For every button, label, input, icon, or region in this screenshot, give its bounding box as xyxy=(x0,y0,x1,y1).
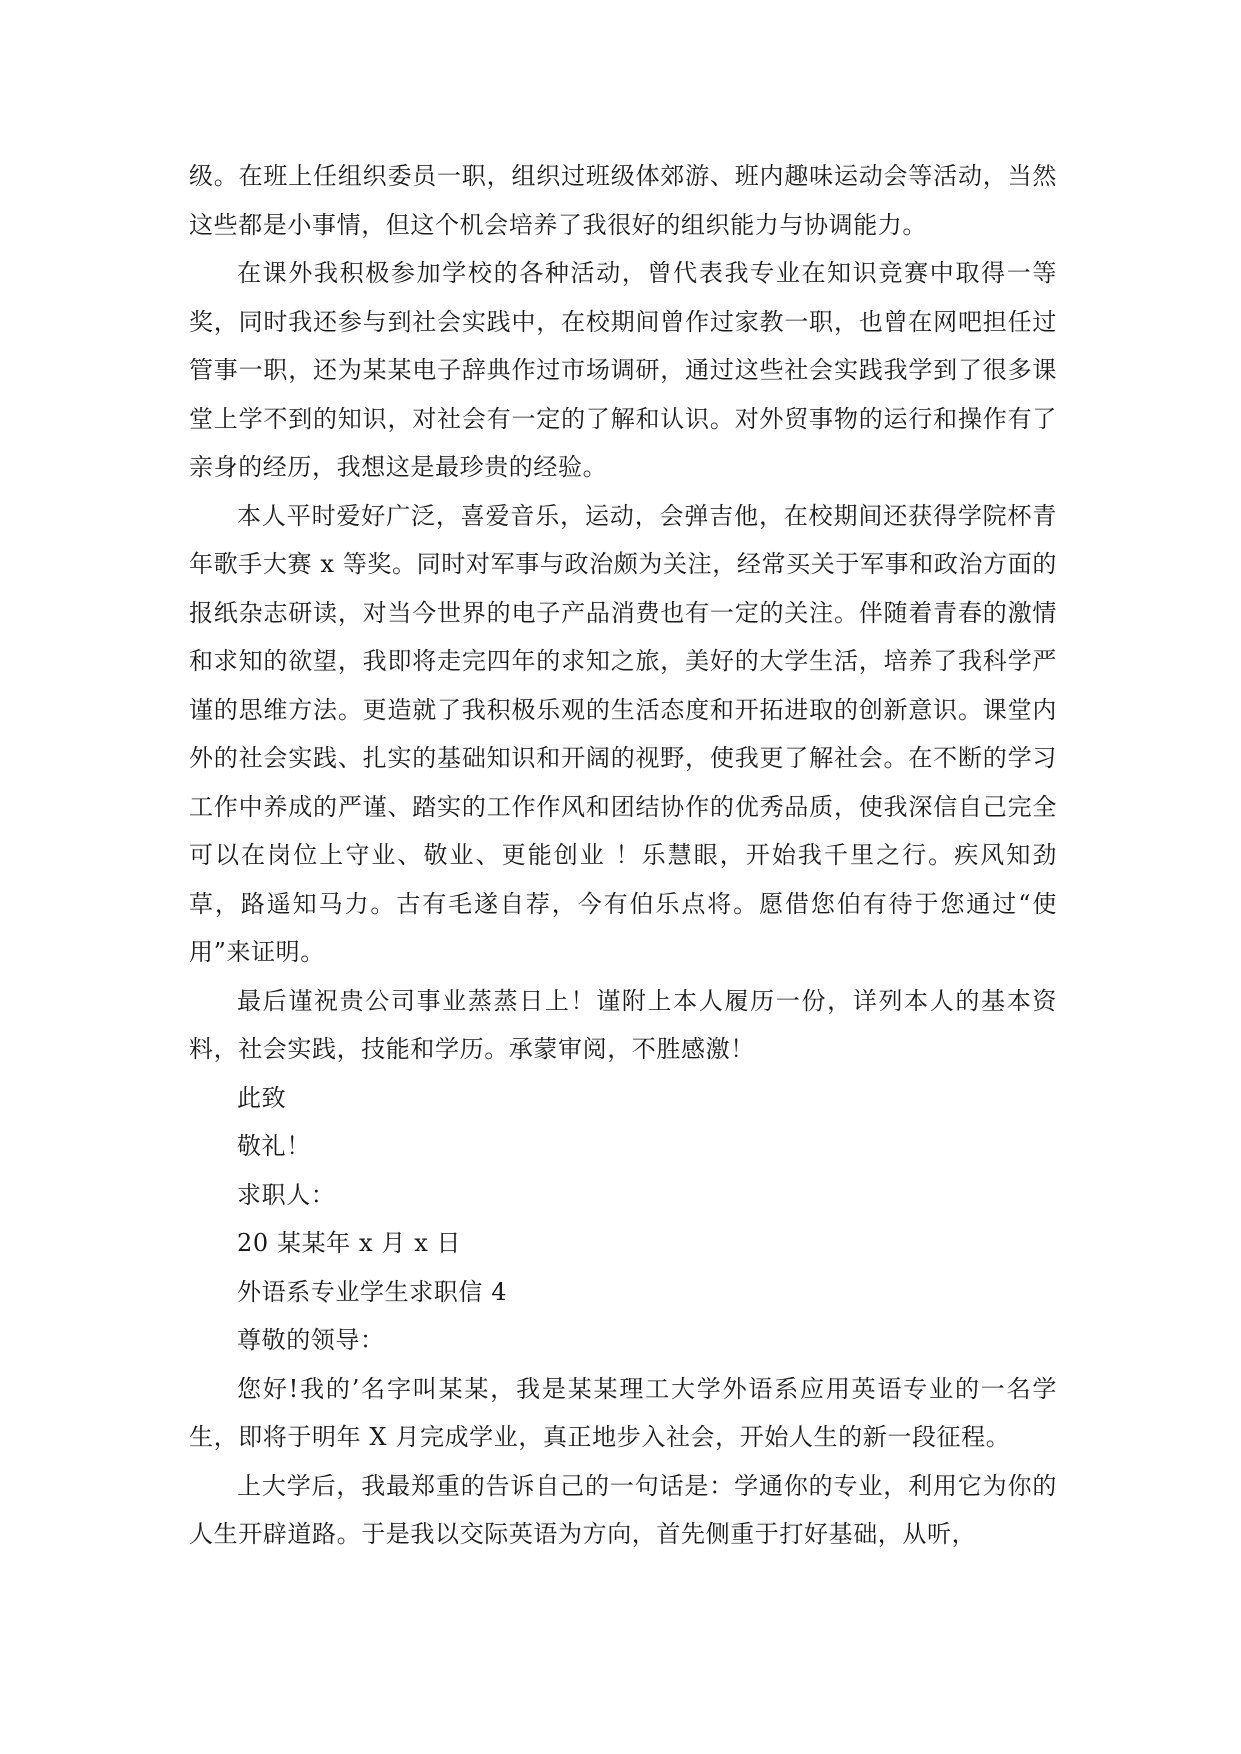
greeting-line: 尊敬的领导： xyxy=(237,1326,385,1354)
date-line: 20 某某年 x 月 x 日 xyxy=(237,1229,462,1257)
closing-line: 此致 xyxy=(237,1083,287,1112)
paragraph-closing-wishes: 最后谨祝贵公司事业蒸蒸日上！谨附上本人履历一份，详列本人的基本资料，社会实践，技能和学历。承蒙审阅，不胜感激！ xyxy=(189,986,1057,1063)
letter-body xyxy=(189,152,1057,1559)
paragraph-activities: 在课外我积极参加学校的各种活动，曾代表我专业在知识竞赛中取得一等奖，同时我还参与到社会实践中，在校期间曾作过家教一职，也曾在网吧担任过管事一职，还为某某电子辞典作过市场调研，通过这些社会实践我学到了很多课堂上学不到的知识，对社会有一定的了解和认识。对外贸事物的运行和操作有了亲身的经历，我想这是最珍贵的经验。 xyxy=(189,259,1057,481)
applicant-line: 求职人： xyxy=(237,1180,336,1209)
paragraph-continuation: 级。在班上任组织委员一职，组织过班级体郊游、班内趣味运动会等活动，当然这些都是小事情，但这个机会培养了我很好的组织能力与协调能力。 xyxy=(189,162,1057,239)
paragraph-introduction: 您好!我的’名字叫某某，我是某某理工大学外语系应用英语专业的一名学生，即将于明年 X 月完成学业，真正地步入社会，开始人生的新一段征程。 xyxy=(189,1374,1057,1451)
paragraph-university: 上大学后，我最郑重的告诉自己的一句话是：学通你的专业，利用它为你的人生开辟道路。于是我以交际英语为方向，首先侧重于打好基础，从听， xyxy=(189,1471,1057,1548)
salute-line: 敬礼！ xyxy=(237,1132,311,1160)
section-title: 外语系专业学生求职信 4 xyxy=(237,1277,508,1306)
paragraph-hobbies: 本人平时爱好广泛，喜爱音乐，运动，会弹吉他，在校期间还获得学院杯青年歌手大赛 x 等奖。同时对军事与政治颇为关注，经常买关于军事和政治方面的报纸杂志研读，对当今世界的电子产品消费也有一定的关注。伴随着青春的激情和求知的欲望，我即将走完四年的求知之旅，美好的大学生活，培养了我科学严谨的思维方法。更造就了我积极乐观的生活态度和开拓进取的创新意识。课堂内外的社会实践、扎实的基础知识和开阔的视野，使我更了解社会。在不断的学习工作中养成的严谨、踏实的工作作风和团结协作的优秀品质，使我深信自己完全可以在岗位上守业、敬业、更能创业 ！乐慧眼，开始我千里之行。疾风知劲草，路遥知马力。古有毛遂自荐，今有伯乐点将。愿借您伯有待于您通过“使用”来证明。 xyxy=(189,501,1057,966)
